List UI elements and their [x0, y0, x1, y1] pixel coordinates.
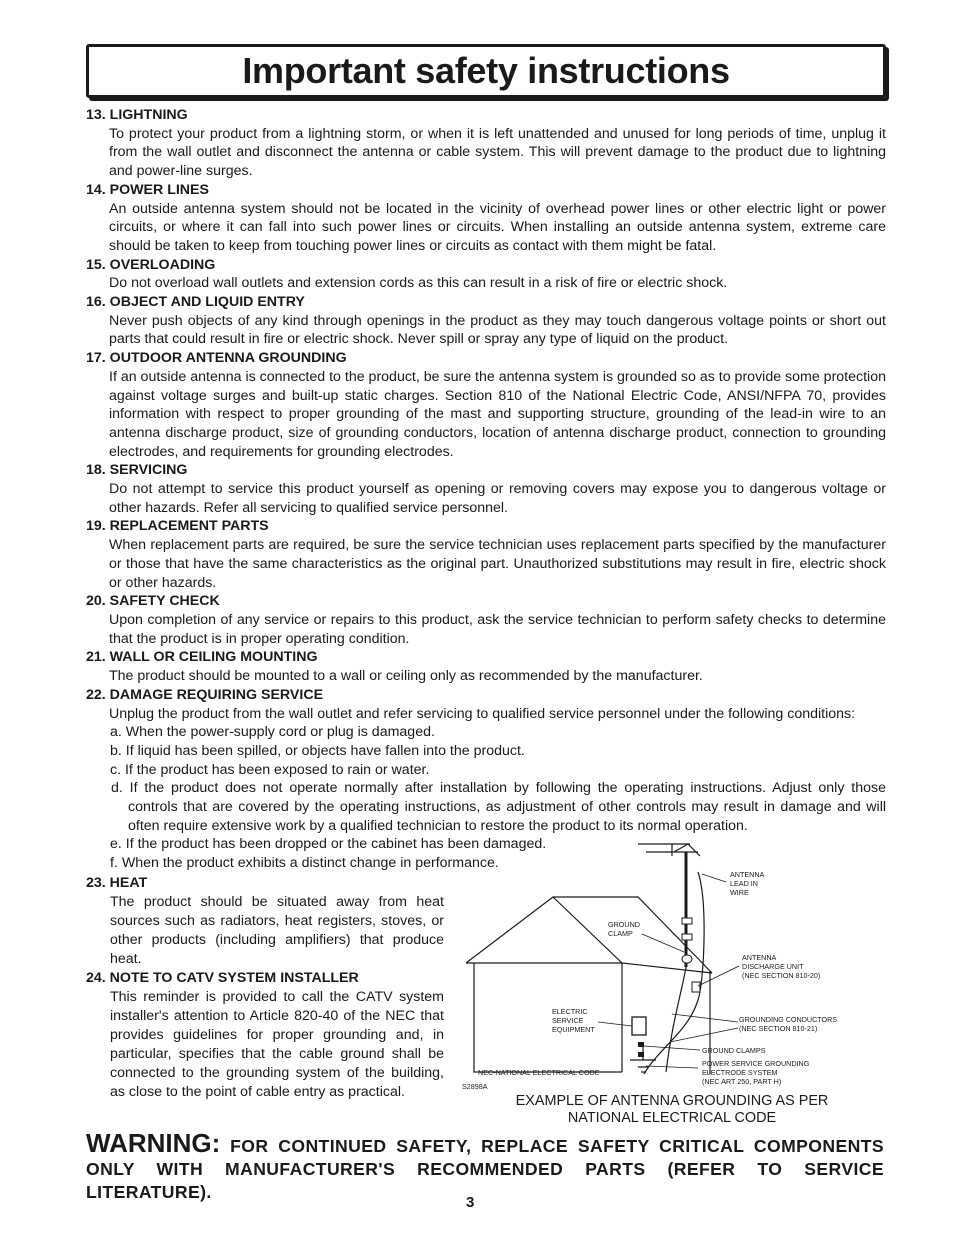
section-heading: 14. POWER LINES	[86, 181, 209, 198]
caption-line: NATIONAL ELECTRICAL CODE	[567, 1110, 777, 1126]
section-heat	[86, 874, 444, 969]
warning-label: WARNING:	[86, 1128, 221, 1158]
section-body: This reminder is provided to call the CATV system installer's attention to Article 820-40 of the NEC that provides guidelines for proper grounding and, in particular, specifies that the cable ground shall be connected to the grounding system of the building, as close to the point of cable entry as practical.	[110, 989, 444, 1100]
section-body: When replacement parts are required, be sure the service technician uses replacement parts specified by the manufacturer or those that have the same characteristics as the original part. Unauthorized substitutions may result in fire, electric shock or other hazards.	[109, 537, 886, 591]
warning-text: FOR CONTINUED SAFETY, REPLACE SAFETY CRITICAL COMPONENTS ONLY WITH MANUFACTURER'S RECOMMENDED PARTS (REFER TO SERVICE LITERATURE).	[86, 1136, 884, 1202]
section-body: An outside antenna system should not be located in the vicinity of overhead power lines or other electric light or power circuits, or where it can fall into such power lines or circuits. When installing an outside antenna system, extreme care should be taken to keep from touching power lines or circuits as contact with them might be fatal.	[109, 200, 886, 254]
section-heading: 18. SERVICING	[86, 462, 188, 479]
label-ground-clamps: GROUND CLAMPS	[702, 1046, 766, 1055]
section-body: To protect your product from a lightning storm, or when it is left unattended and unused for long periods of time, unplug it from the wall outlet and disconnect the antenna or cable system. This will prevent damage to the product due to lightning and power-line surges.	[109, 125, 886, 180]
section-heading: 22. DAMAGE REQUIRING SERVICE	[86, 686, 324, 703]
section-catv-installer	[86, 969, 444, 1102]
section-wall-ceiling-mounting	[86, 648, 886, 685]
section-heading: 15. OVERLOADING	[86, 256, 216, 273]
label-electric-service: SERVICE	[552, 1016, 584, 1025]
label-nec: NEC-NATIONAL ELECTRICAL CODE	[478, 1068, 600, 1077]
section-heading: 17. OUTDOOR ANTENNA GROUNDING	[86, 350, 347, 367]
label-discharge-unit: DISCHARGE UNIT	[742, 962, 804, 971]
label-discharge-unit: ANTENNA	[742, 953, 777, 962]
label-power-service-grounding: ELECTRODE SYSTEM	[702, 1068, 778, 1077]
label-antenna-lead-in: ANTENNA	[730, 870, 765, 879]
caption-line: EXAMPLE OF ANTENNA GROUNDING AS PER	[515, 1093, 829, 1109]
section-body: Unplug the product from the wall outlet and refer servicing to qualified service personnel under the following conditions:	[109, 705, 856, 722]
section-body: Do not attempt to service this product yourself as opening or removing covers may expose you to dangerous voltage or other hazards. Refer all servicing to qualified service personnel.	[109, 481, 886, 516]
section-heading: 20. SAFETY CHECK	[86, 593, 220, 610]
label-power-service-grounding: POWER SERVICE GROUNDING	[702, 1059, 810, 1068]
label-electric-service: ELECTRIC	[552, 1007, 588, 1016]
list-item: d. If the product does not operate normally after installation by following the operating instructions. Adjust only those controls that are covered by the operating instructions, as adjustment of other controls may result in damage and will often require extensive work by a qualified technician to restore the product to its normal operation.	[111, 780, 886, 834]
label-ground-clamp: GROUND	[608, 920, 640, 929]
section-body: If an outside antenna is connected to the product, be sure the antenna system is grounded so as to provide some protection against voltage surges and built-up static charges. Section 810 of the National Electric Code, ANSI/NFPA 70, provides information with respect to proper grounding of the mast and supporting structure, grounding of the lead-in wire to an antenna discharge product, size of grounding conductors, location of antenna discharge product, connection to grounding electrodes, and requirements for grounding electrodes.	[109, 368, 886, 460]
section-servicing	[86, 461, 886, 517]
list-item: f. When the product exhibits a distinct change in performance.	[110, 855, 499, 872]
section-object-liquid-entry	[86, 293, 886, 349]
section-body: The product should be mounted to a wall or ceiling only as recommended by the manufacturer.	[109, 668, 703, 685]
antenna-grounding-diagram	[460, 842, 886, 1094]
section-heading: 13. LIGHTNING	[86, 107, 188, 123]
label-electric-service: EQUIPMENT	[552, 1025, 595, 1034]
section-safety-check	[86, 592, 886, 648]
heat-catv-column	[86, 874, 444, 1102]
safety-sections	[86, 106, 886, 873]
page-number: 3	[466, 1194, 475, 1211]
diagram-caption	[462, 1093, 882, 1127]
section-lightning	[86, 106, 886, 181]
section-power-lines	[86, 181, 886, 256]
section-overloading	[86, 256, 886, 293]
antenna-grounding-illustration	[460, 842, 886, 1094]
warning-notice	[86, 1128, 884, 1204]
list-item: c. If the product has been exposed to rain or water.	[110, 761, 430, 778]
section-body: Do not overload wall outlets and extension cords as this can result in a risk of fire or electric shock.	[109, 275, 728, 292]
list-item: e. If the product has been dropped or the cabinet has been damaged.	[110, 836, 547, 853]
section-body: Never push objects of any kind through openings in the product as they may touch dangerous voltage points or short out parts that could result in fire or electric shock. Never spill or spray any type of liquid on the product.	[109, 312, 886, 348]
section-heading: 23. HEAT	[86, 875, 148, 891]
section-heading: 19. REPLACEMENT PARTS	[86, 518, 269, 535]
section-outdoor-antenna-grounding	[86, 349, 886, 461]
page-title: Important safety instructions	[242, 50, 730, 91]
section-body: The product should be situated away from heat sources such as radiators, heat registers, stoves, or other products (including amplifiers) that produce heat.	[110, 894, 444, 967]
list-item: b. If liquid has been spilled, or objects have fallen into the product.	[110, 742, 525, 759]
label-antenna-lead-in: LEAD IN	[730, 879, 758, 888]
label-grounding-conductors: GROUNDING CONDUCTORS	[739, 1015, 838, 1024]
list-item: a. When the power-supply cord or plug is damaged.	[110, 724, 435, 741]
section-heading: 24. NOTE TO CATV SYSTEM INSTALLER	[86, 970, 359, 986]
section-replacement-parts	[86, 517, 886, 592]
section-heading: 16. OBJECT AND LIQUID ENTRY	[86, 294, 305, 311]
label-discharge-unit: (NEC SECTION 810-20)	[742, 971, 821, 980]
label-ground-clamp: CLAMP	[608, 929, 633, 938]
section-heading: 21. WALL OR CEILING MOUNTING	[86, 649, 318, 666]
title-box	[86, 44, 886, 98]
label-diagram-code: S2898A	[462, 1082, 488, 1091]
label-grounding-conductors: (NEC SECTION 810-21)	[739, 1024, 818, 1033]
label-power-service-grounding: (NEC ART 250, PART H)	[702, 1077, 782, 1086]
section-body: Upon completion of any service or repairs to this product, ask the service technician to perform safety checks to determine that the product is in proper operating condition.	[109, 611, 886, 647]
label-antenna-lead-in: WIRE	[730, 888, 749, 897]
